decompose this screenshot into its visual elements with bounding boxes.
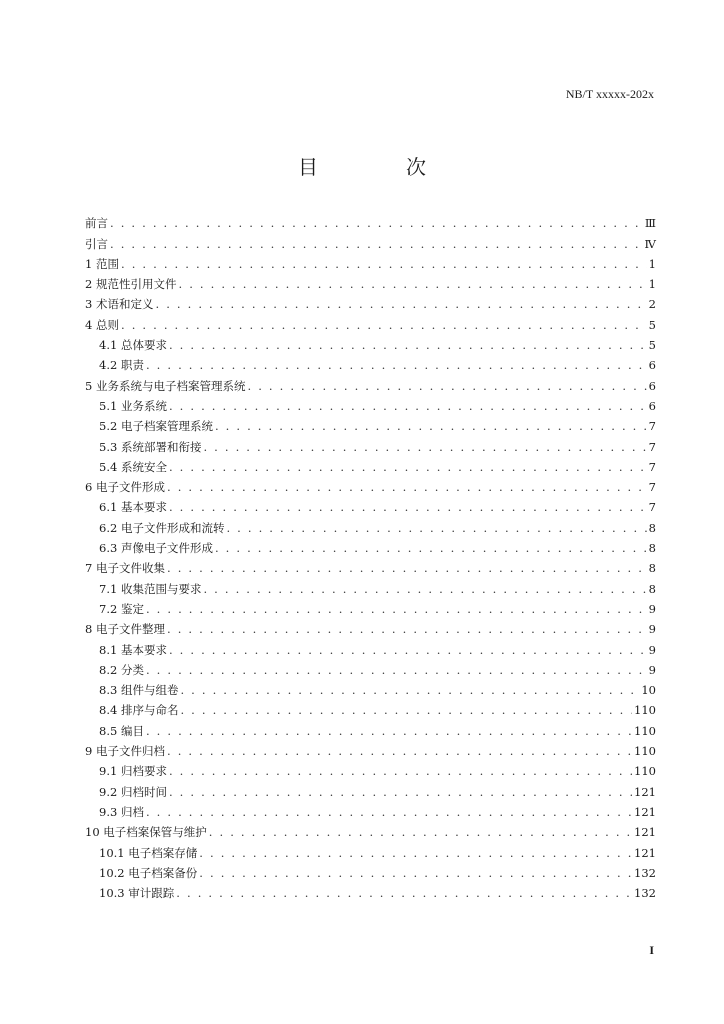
toc-entry-number: 10 — [85, 825, 104, 840]
toc-dot-leader — [169, 764, 632, 778]
toc-entry[interactable] — [85, 332, 656, 352]
page-number: I — [649, 943, 654, 957]
toc-entry-page: 6 — [648, 358, 656, 373]
toc-dot-leader — [169, 399, 647, 413]
toc-entry-label: 职责 — [120, 358, 144, 373]
toc-entry-page: 8 — [648, 520, 656, 535]
toc-entry-page: 5 — [648, 317, 656, 332]
toc-entry[interactable] — [85, 230, 656, 250]
toc-entry-page: 8 — [648, 561, 656, 576]
toc-entry-page: 9 — [648, 642, 656, 657]
toc-entry-number: 5.3 — [99, 439, 121, 454]
toc-entry-number: 6.2 — [99, 520, 121, 535]
toc-entry-label: 系统部署和衔接 — [120, 439, 202, 454]
toc-entry-label: 电子档案管理系统 — [120, 419, 213, 434]
toc-dot-leader — [110, 237, 643, 251]
toc-dot-leader — [146, 663, 647, 677]
toc-entry-label: 编目 — [120, 723, 144, 738]
toc-entry[interactable] — [85, 758, 656, 778]
toc-entry-number: 8 — [85, 622, 96, 637]
toc-entry[interactable] — [85, 433, 656, 453]
toc-entry[interactable] — [85, 555, 656, 575]
toc-entry-label: 分类 — [120, 662, 144, 677]
toc-dot-leader — [215, 541, 647, 555]
toc-dot-leader — [167, 561, 647, 575]
table-of-contents — [85, 210, 656, 900]
toc-dot-leader — [203, 582, 646, 596]
toc-entry-page: 110 — [634, 764, 656, 779]
standard-code: NB/T xxxxx-202x — [565, 87, 654, 101]
toc-entry[interactable] — [85, 251, 656, 271]
toc-entry-number: 1 — [85, 256, 96, 271]
toc-entry-number: 4.2 — [99, 358, 121, 373]
toc-entry-number: 9.3 — [99, 804, 121, 819]
toc-entry[interactable] — [85, 697, 656, 717]
toc-entry-label: 归档 — [120, 804, 144, 819]
toc-entry[interactable] — [85, 413, 656, 433]
toc-entry[interactable] — [85, 393, 656, 413]
toc-entry-page: 7 — [648, 419, 656, 434]
toc-entry-number: 4 — [85, 317, 96, 332]
toc-entry[interactable] — [85, 860, 656, 880]
toc-entry-label: 排序与命名 — [120, 703, 179, 718]
toc-entry-label: 基本要求 — [120, 642, 167, 657]
toc-dot-leader — [146, 358, 647, 372]
toc-entry-number: 5.1 — [99, 398, 121, 413]
toc-dot-leader — [215, 419, 647, 433]
toc-entry-label: 归档时间 — [120, 784, 167, 799]
toc-entry[interactable] — [85, 271, 656, 291]
toc-entry-number: 10.1 — [99, 845, 129, 860]
toc-entry-page: 6 — [648, 378, 656, 393]
toc-entry-number: 6 — [85, 480, 96, 495]
toc-dot-leader — [176, 886, 632, 900]
toc-entry-label: 电子档案备份 — [128, 865, 198, 880]
toc-entry-page: 110 — [634, 723, 656, 738]
toc-entry[interactable] — [85, 575, 656, 595]
toc-dot-leader — [247, 379, 646, 393]
toc-entry[interactable] — [85, 210, 656, 230]
toc-dot-leader — [169, 500, 647, 514]
toc-dot-leader — [155, 297, 646, 311]
toc-entry[interactable] — [85, 738, 656, 758]
toc-entry-label: 电子文件形成和流转 — [120, 520, 225, 535]
toc-entry-number: 6.1 — [99, 500, 121, 515]
toc-entry[interactable] — [85, 880, 656, 900]
toc-entry-number: 8.3 — [99, 683, 121, 698]
toc-entry-number: 5 — [85, 378, 96, 393]
toc-dot-leader — [167, 480, 647, 494]
toc-entry-page: 8 — [648, 581, 656, 596]
toc-entry-number: 8.4 — [99, 703, 121, 718]
toc-entry-label: 总则 — [95, 317, 119, 332]
toc-entry[interactable] — [85, 494, 656, 514]
toc-entry-label: 收集范围与要求 — [120, 581, 202, 596]
toc-entry-number: 9.1 — [99, 764, 121, 779]
toc-entry-page: 7 — [648, 439, 656, 454]
toc-entry[interactable] — [85, 291, 656, 311]
toc-entry-number: 6.3 — [99, 541, 121, 556]
toc-entry-label: 前言 — [85, 216, 108, 231]
toc-entry-page: 9 — [648, 662, 656, 677]
toc-entry-label: 电子档案存储 — [128, 845, 198, 860]
toc-entry-page: 8 — [648, 541, 656, 556]
toc-dot-leader — [167, 744, 632, 758]
toc-entry-number: 8.1 — [99, 642, 121, 657]
toc-entry[interactable] — [85, 616, 656, 636]
toc-entry-number: 5.2 — [99, 419, 121, 434]
toc-entry-label: 电子文件归档 — [95, 744, 165, 759]
toc-entry-number: 10.3 — [99, 886, 129, 901]
toc-entry-label: 范围 — [95, 256, 119, 271]
toc-dot-leader — [178, 277, 646, 291]
toc-entry[interactable] — [85, 474, 656, 494]
toc-dot-leader — [209, 825, 632, 839]
toc-entry-page: 1 — [648, 277, 656, 292]
toc-entry-number: 4.1 — [99, 338, 121, 353]
toc-entry[interactable] — [85, 514, 656, 534]
toc-entry-page: 110 — [634, 744, 656, 759]
toc-title: 目 次 — [298, 155, 460, 179]
toc-entry-label: 引言 — [85, 236, 108, 251]
toc-dot-leader — [203, 440, 646, 454]
toc-entry-page: 7 — [648, 459, 656, 474]
toc-dot-leader — [167, 622, 647, 636]
toc-dot-leader — [110, 216, 643, 230]
toc-entry-label: 业务系统 — [120, 398, 167, 413]
toc-entry[interactable] — [85, 636, 656, 656]
toc-entry[interactable] — [85, 717, 656, 737]
toc-entry-page: 2 — [648, 297, 656, 312]
toc-dot-leader — [180, 703, 632, 717]
toc-entry[interactable] — [85, 372, 656, 392]
toc-entry-number: 7.1 — [99, 581, 121, 596]
toc-entry-page: 121 — [634, 825, 656, 840]
toc-entry[interactable] — [85, 677, 656, 697]
toc-dot-leader — [121, 318, 647, 332]
toc-entry-label: 业务系统与电子档案管理系统 — [95, 378, 246, 393]
toc-dot-leader — [146, 602, 647, 616]
toc-entry-page: 110 — [634, 703, 656, 718]
toc-dot-leader — [121, 257, 647, 271]
toc-entry-label: 电子文件形成 — [95, 480, 165, 495]
toc-entry-page: Ⅳ — [644, 236, 656, 251]
toc-entry-page: 5 — [648, 338, 656, 353]
toc-entry-label: 审计跟踪 — [128, 886, 175, 901]
toc-dot-leader — [169, 338, 647, 352]
toc-dot-leader — [180, 683, 639, 697]
toc-entry-label: 系统安全 — [120, 459, 167, 474]
toc-entry-number: 3 — [85, 297, 96, 312]
toc-entry-page: 132 — [634, 886, 656, 901]
toc-entry-number: 9.2 — [99, 784, 121, 799]
toc-entry[interactable] — [85, 535, 656, 555]
toc-dot-leader — [169, 643, 647, 657]
toc-dot-leader — [199, 866, 632, 880]
toc-entry-page: Ⅲ — [644, 216, 656, 231]
toc-entry-page: 7 — [648, 480, 656, 495]
toc-dot-leader — [199, 846, 632, 860]
toc-entry-number: 5.4 — [99, 459, 121, 474]
toc-entry-page: 121 — [634, 784, 656, 799]
toc-entry-label: 术语和定义 — [95, 297, 154, 312]
toc-dot-leader — [146, 724, 632, 738]
toc-entry-number: 9 — [85, 744, 96, 759]
toc-entry-label: 组件与组卷 — [120, 683, 179, 698]
toc-entry[interactable] — [85, 799, 656, 819]
toc-entry-label: 基本要求 — [120, 500, 167, 515]
toc-entry-label: 电子档案保管与维护 — [103, 825, 207, 840]
toc-entry-number: 8.5 — [99, 723, 121, 738]
toc-entry-page: 121 — [634, 845, 656, 860]
toc-entry-label: 总体要求 — [120, 338, 167, 353]
toc-entry[interactable] — [85, 454, 656, 474]
toc-entry-number: 2 — [85, 277, 96, 292]
toc-entry-page: 121 — [634, 804, 656, 819]
toc-entry[interactable] — [85, 819, 656, 839]
toc-entry-page: 6 — [648, 398, 656, 413]
toc-entry[interactable] — [85, 839, 656, 859]
toc-entry-number: 7.2 — [99, 601, 121, 616]
toc-entry-label: 归档要求 — [120, 764, 167, 779]
toc-entry[interactable] — [85, 657, 656, 677]
toc-entry-number: 10.2 — [99, 865, 129, 880]
toc-entry-label: 规范性引用文件 — [95, 277, 177, 292]
toc-entry-page: 10 — [641, 683, 656, 698]
toc-entry-label: 电子文件整理 — [95, 622, 165, 637]
toc-entry-page: 9 — [648, 601, 656, 616]
toc-entry-label: 鉴定 — [120, 601, 144, 616]
toc-entry[interactable] — [85, 596, 656, 616]
toc-entry-label: 声像电子文件形成 — [120, 541, 213, 556]
toc-dot-leader — [226, 521, 646, 535]
toc-dot-leader — [169, 460, 647, 474]
toc-entry-page: 9 — [648, 622, 656, 637]
toc-entry-page: 1 — [648, 256, 656, 271]
toc-dot-leader — [169, 785, 632, 799]
toc-entry-number: 7 — [85, 561, 96, 576]
toc-entry-page: 132 — [634, 865, 656, 880]
toc-entry-label: 电子文件收集 — [95, 561, 165, 576]
toc-entry-number: 8.2 — [99, 662, 121, 677]
toc-entry[interactable] — [85, 311, 656, 331]
toc-entry[interactable] — [85, 778, 656, 798]
toc-entry[interactable] — [85, 352, 656, 372]
toc-dot-leader — [146, 805, 632, 819]
toc-entry-page: 7 — [648, 500, 656, 515]
